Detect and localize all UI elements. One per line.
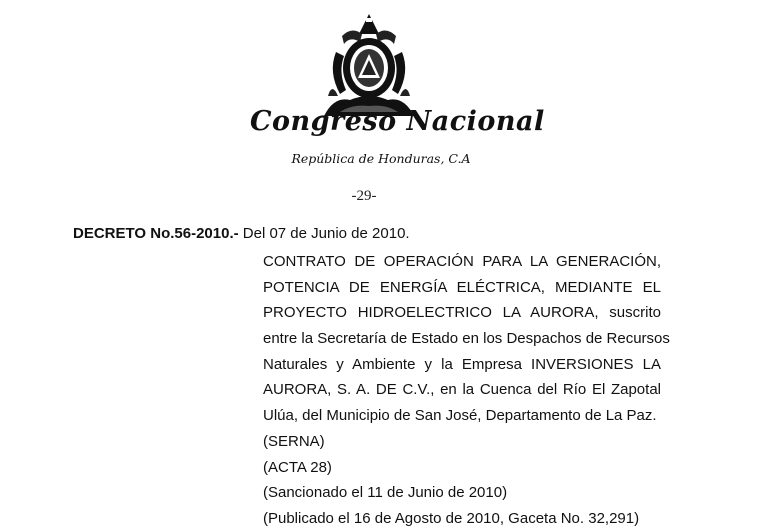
agency-line: (SERNA) <box>263 432 325 450</box>
decree-heading <box>73 225 410 242</box>
description-line: PROYECTO HIDROELECTRICO LA AURORA, suscrito <box>263 304 661 322</box>
description-line: entre la Secretaría de Estado en los Despachos de Recursos <box>263 330 670 348</box>
description-line: POTENCIA DE ENERGÍA ELÉCTRICA, MEDIANTE EL <box>263 278 661 296</box>
sanctioned-line: (Sancionado el 11 de Junio de 2010) <box>263 484 508 502</box>
description-line: Naturales y Ambiente y la Empresa INVERSIONES LA <box>263 355 661 373</box>
decree-date: Del 07 de Junio de 2010. <box>242 225 410 242</box>
description-line: CONTRATO DE OPERACIÓN PARA LA GENERACIÓN, <box>263 253 661 270</box>
description-line: Ulúa, del Municipio de San José, Departamento de La Paz. <box>263 407 657 425</box>
published-line: (Publicado el 16 de Agosto de 2010, Gaceta No. 32,291) <box>263 509 640 527</box>
congress-title: Congreso Nacional <box>250 106 545 137</box>
decree-number: DECRETO No.56-2010.- <box>73 225 239 242</box>
congress-subtitle: República de Honduras, C.A <box>291 151 471 166</box>
page-number: -29- <box>351 188 377 204</box>
decree-body <box>263 249 670 532</box>
act-line: (ACTA 28) <box>263 458 332 476</box>
coat-of-arms-icon <box>322 12 416 118</box>
description-line: AURORA, S. A. DE C.V., en la Cuenca del Río El Zapotal <box>263 381 661 399</box>
